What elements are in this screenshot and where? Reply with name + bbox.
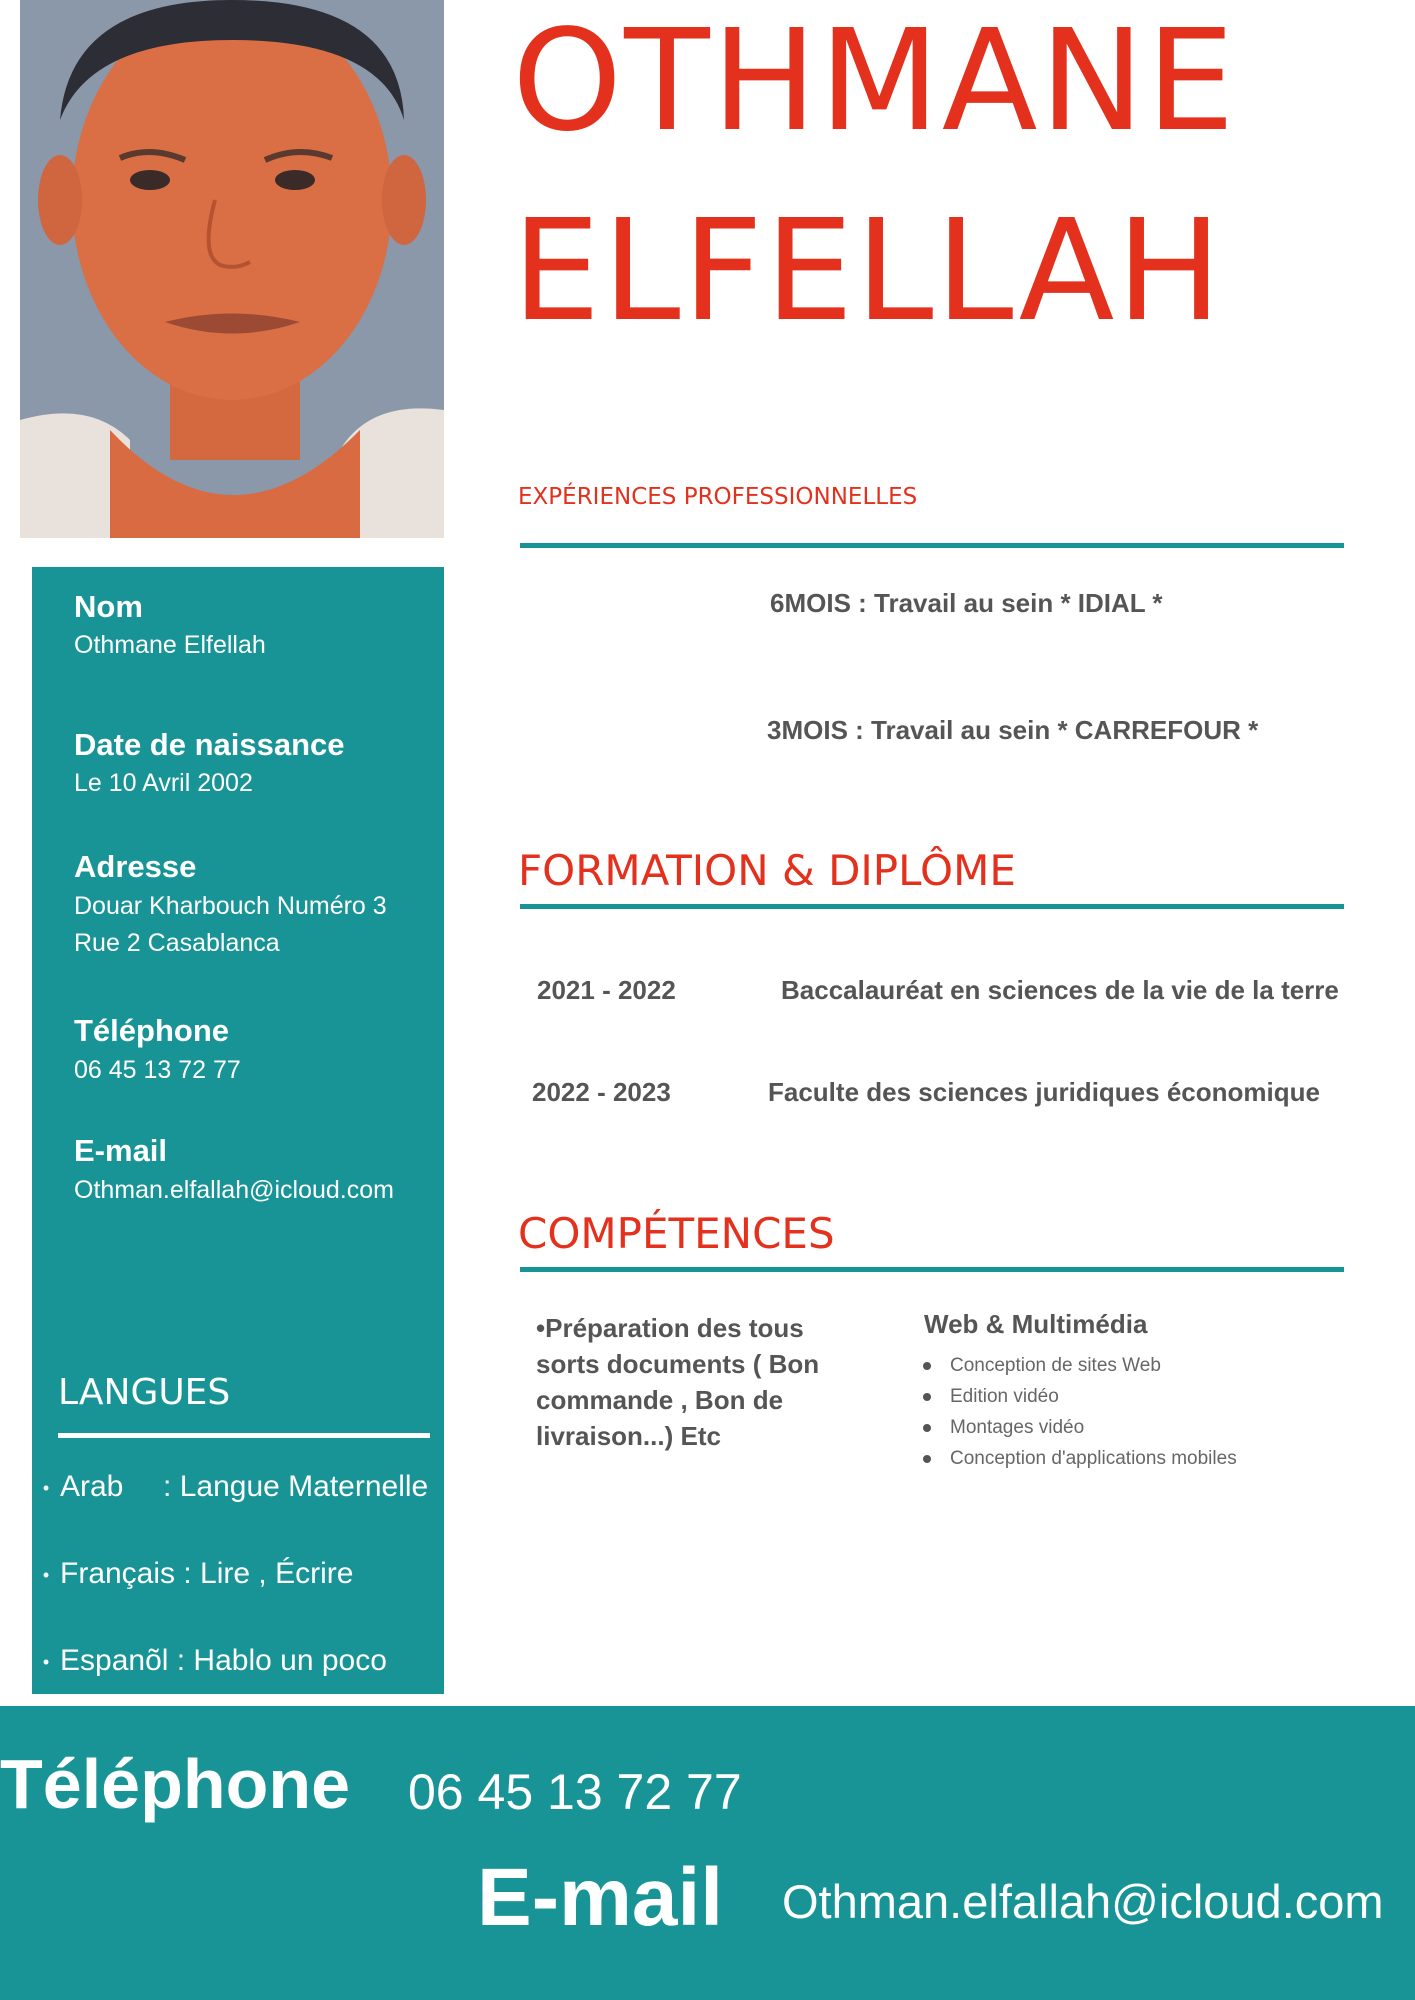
email-label: E-mail xyxy=(74,1133,168,1168)
education-degree: Baccalauréat en sciences de la vie de la terre xyxy=(781,975,1339,1005)
birthdate-label: Date de naissance xyxy=(74,727,345,762)
email-value: Othman.elfallah@icloud.com xyxy=(74,1176,394,1204)
experience-divider xyxy=(520,543,1344,548)
education-degree: Faculte des sciences juridiques économique xyxy=(768,1077,1320,1107)
footer-email-label: E-mail xyxy=(477,1852,724,1943)
footer-phone-label: Téléphone xyxy=(0,1745,351,1823)
language-name: Arab xyxy=(60,1470,124,1503)
bullet-icon: • xyxy=(42,1564,50,1585)
address-label: Adresse xyxy=(74,849,197,884)
languages-title: LANGUES xyxy=(58,1372,231,1413)
bullet-icon: • xyxy=(42,1477,50,1498)
first-name: OTHMANE xyxy=(512,0,1237,163)
language-item xyxy=(32,1470,444,1504)
list-item: Conception de sites Web xyxy=(950,1350,1237,1381)
footer-email-value: Othman.elfallah@icloud.com xyxy=(782,1875,1384,1928)
info-sidebar xyxy=(32,567,444,1694)
bullet-icon: • xyxy=(42,1651,50,1672)
web-skills-list xyxy=(950,1350,1237,1474)
education-years: 2021 - 2022 xyxy=(537,975,676,1005)
address-line-1: Douar Kharbouch Numéro 3 xyxy=(74,892,387,920)
phone-label: Téléphone xyxy=(74,1013,230,1048)
profile-photo xyxy=(20,0,444,538)
list-item: Edition vidéo xyxy=(950,1381,1237,1412)
last-name: ELFELLAH xyxy=(512,190,1224,353)
language-item xyxy=(32,1644,444,1678)
contact-footer xyxy=(0,1706,1415,2000)
language-level: Langue Maternelle xyxy=(179,1470,429,1503)
skills-document-prep: •Préparation des tous sorts documents ( Bon commande , Bon de livraison...) Etc xyxy=(536,1313,820,1451)
list-item: Conception d'applications mobiles xyxy=(950,1443,1237,1474)
language-separator: : xyxy=(163,1470,172,1503)
portrait-photo-icon xyxy=(20,0,444,538)
experience-item: 3MOIS : Travail au sein * CARREFOUR * xyxy=(767,715,1259,745)
education-years: 2022 - 2023 xyxy=(532,1077,671,1107)
language-text: Français : Lire , Écrire xyxy=(60,1557,354,1590)
language-item xyxy=(32,1557,444,1591)
education-divider xyxy=(520,904,1344,909)
phone-value: 06 45 13 72 77 xyxy=(74,1056,241,1084)
experience-title: EXPÉRIENCES PROFESSIONNELLES xyxy=(518,484,918,510)
footer-phone-value: 06 45 13 72 77 xyxy=(408,1764,742,1820)
address-line-2: Rue 2 Casablanca xyxy=(74,929,280,957)
birthdate-value: Le 10 Avril 2002 xyxy=(74,769,253,797)
experience-item: 6MOIS : Travail au sein * IDIAL * xyxy=(770,588,1163,618)
language-text: Espanõl : Hablo un poco xyxy=(60,1644,387,1677)
languages-divider xyxy=(58,1433,430,1438)
web-multimedia-title: Web & Multimédia xyxy=(924,1309,1148,1339)
skills-divider xyxy=(520,1267,1344,1272)
education-title: FORMATION & DIPLÔME xyxy=(518,846,1016,895)
skills-title: COMPÉTENCES xyxy=(518,1209,835,1258)
name-label: Nom xyxy=(74,589,143,624)
name-value: Othmane Elfellah xyxy=(74,631,266,659)
list-item: Montages vidéo xyxy=(950,1412,1237,1443)
